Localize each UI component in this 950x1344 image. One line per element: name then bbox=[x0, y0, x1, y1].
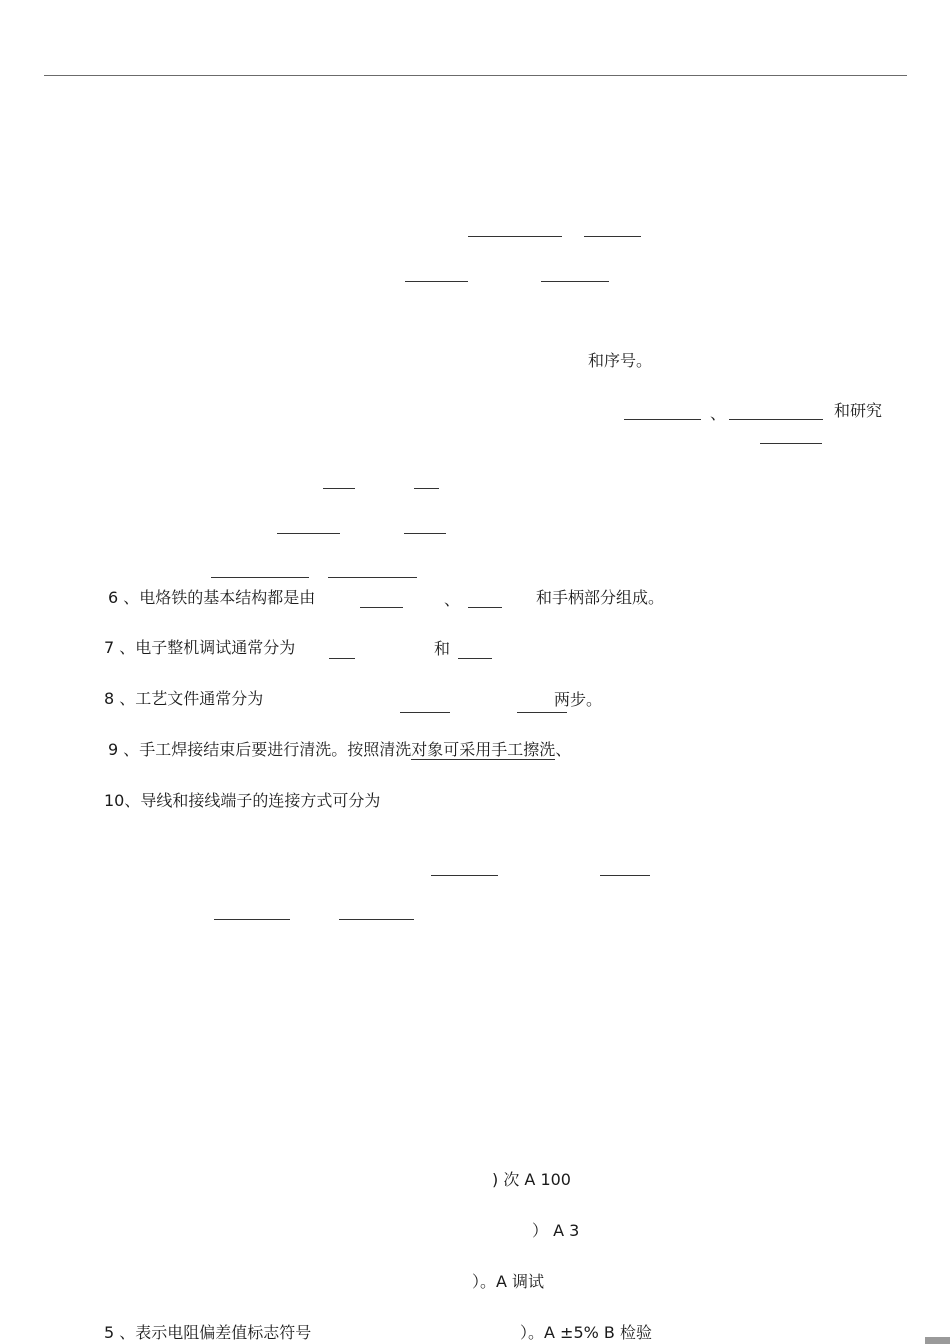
answer-blank[interactable] bbox=[277, 533, 340, 534]
question-8-label: 8 、工艺文件通常分为 bbox=[104, 689, 264, 708]
question-6-separator: 、 bbox=[444, 590, 461, 609]
question-9-text bbox=[108, 740, 571, 760]
question-9-part-d: 、 bbox=[555, 740, 572, 759]
question-7-and: 和 bbox=[434, 639, 451, 658]
answer-blank[interactable] bbox=[339, 919, 414, 920]
answer-blank[interactable] bbox=[517, 712, 567, 713]
choice-3-options: ）。A 调试 bbox=[472, 1272, 545, 1291]
answer-blank[interactable] bbox=[404, 533, 446, 534]
fragment-separator: 、 bbox=[710, 404, 727, 423]
answer-blank[interactable] bbox=[329, 658, 355, 659]
answer-blank[interactable] bbox=[584, 236, 641, 237]
answer-blank[interactable] bbox=[458, 658, 492, 659]
answer-blank[interactable] bbox=[414, 488, 439, 489]
fragment-seq-no: 和序号。 bbox=[588, 351, 653, 370]
question-7-label: 7 、电子整机调试通常分为 bbox=[104, 638, 296, 657]
question-6-label: 6 、电烙铁的基本结构都是由 bbox=[108, 588, 316, 607]
answer-blank[interactable] bbox=[624, 419, 701, 420]
answer-blank[interactable] bbox=[405, 281, 468, 282]
question-9-part-a: 9 、手工焊接结束后要进行清洗。按照清洗 bbox=[108, 740, 412, 759]
question-9-part-c: 手工擦洗 bbox=[491, 740, 556, 759]
answer-blank[interactable] bbox=[211, 577, 309, 578]
answer-blank[interactable] bbox=[760, 443, 822, 444]
question-10-label: 10、导线和接线端子的连接方式可分为 bbox=[104, 791, 381, 810]
answer-blank[interactable] bbox=[328, 577, 417, 578]
answer-blank[interactable] bbox=[400, 712, 450, 713]
answer-blank[interactable] bbox=[600, 875, 650, 876]
answer-blank[interactable] bbox=[468, 236, 562, 237]
choice-1-options: ) 次 A 100 bbox=[492, 1170, 571, 1189]
question-9-part-b: 对象可采用 bbox=[411, 740, 492, 759]
choice-5-label: 5 、表示电阻偏差值标志符号 bbox=[104, 1323, 312, 1342]
question-6-tail: 和手柄部分组成。 bbox=[536, 588, 665, 607]
answer-blank[interactable] bbox=[214, 919, 290, 920]
answer-blank[interactable] bbox=[323, 488, 355, 489]
answer-blank[interactable] bbox=[360, 607, 403, 608]
choice-5-options: ）。A ±5% B 检验 bbox=[520, 1323, 652, 1342]
page-corner-mark bbox=[925, 1337, 950, 1344]
answer-blank[interactable] bbox=[729, 419, 823, 420]
answer-blank[interactable] bbox=[431, 875, 498, 876]
header-rule bbox=[44, 75, 907, 76]
choice-2-options: ） A 3 bbox=[532, 1221, 580, 1240]
fragment-and-research: 和研究 bbox=[834, 401, 883, 420]
answer-blank[interactable] bbox=[468, 607, 502, 608]
answer-blank[interactable] bbox=[541, 281, 609, 282]
question-8-tail: 两步。 bbox=[554, 690, 603, 709]
